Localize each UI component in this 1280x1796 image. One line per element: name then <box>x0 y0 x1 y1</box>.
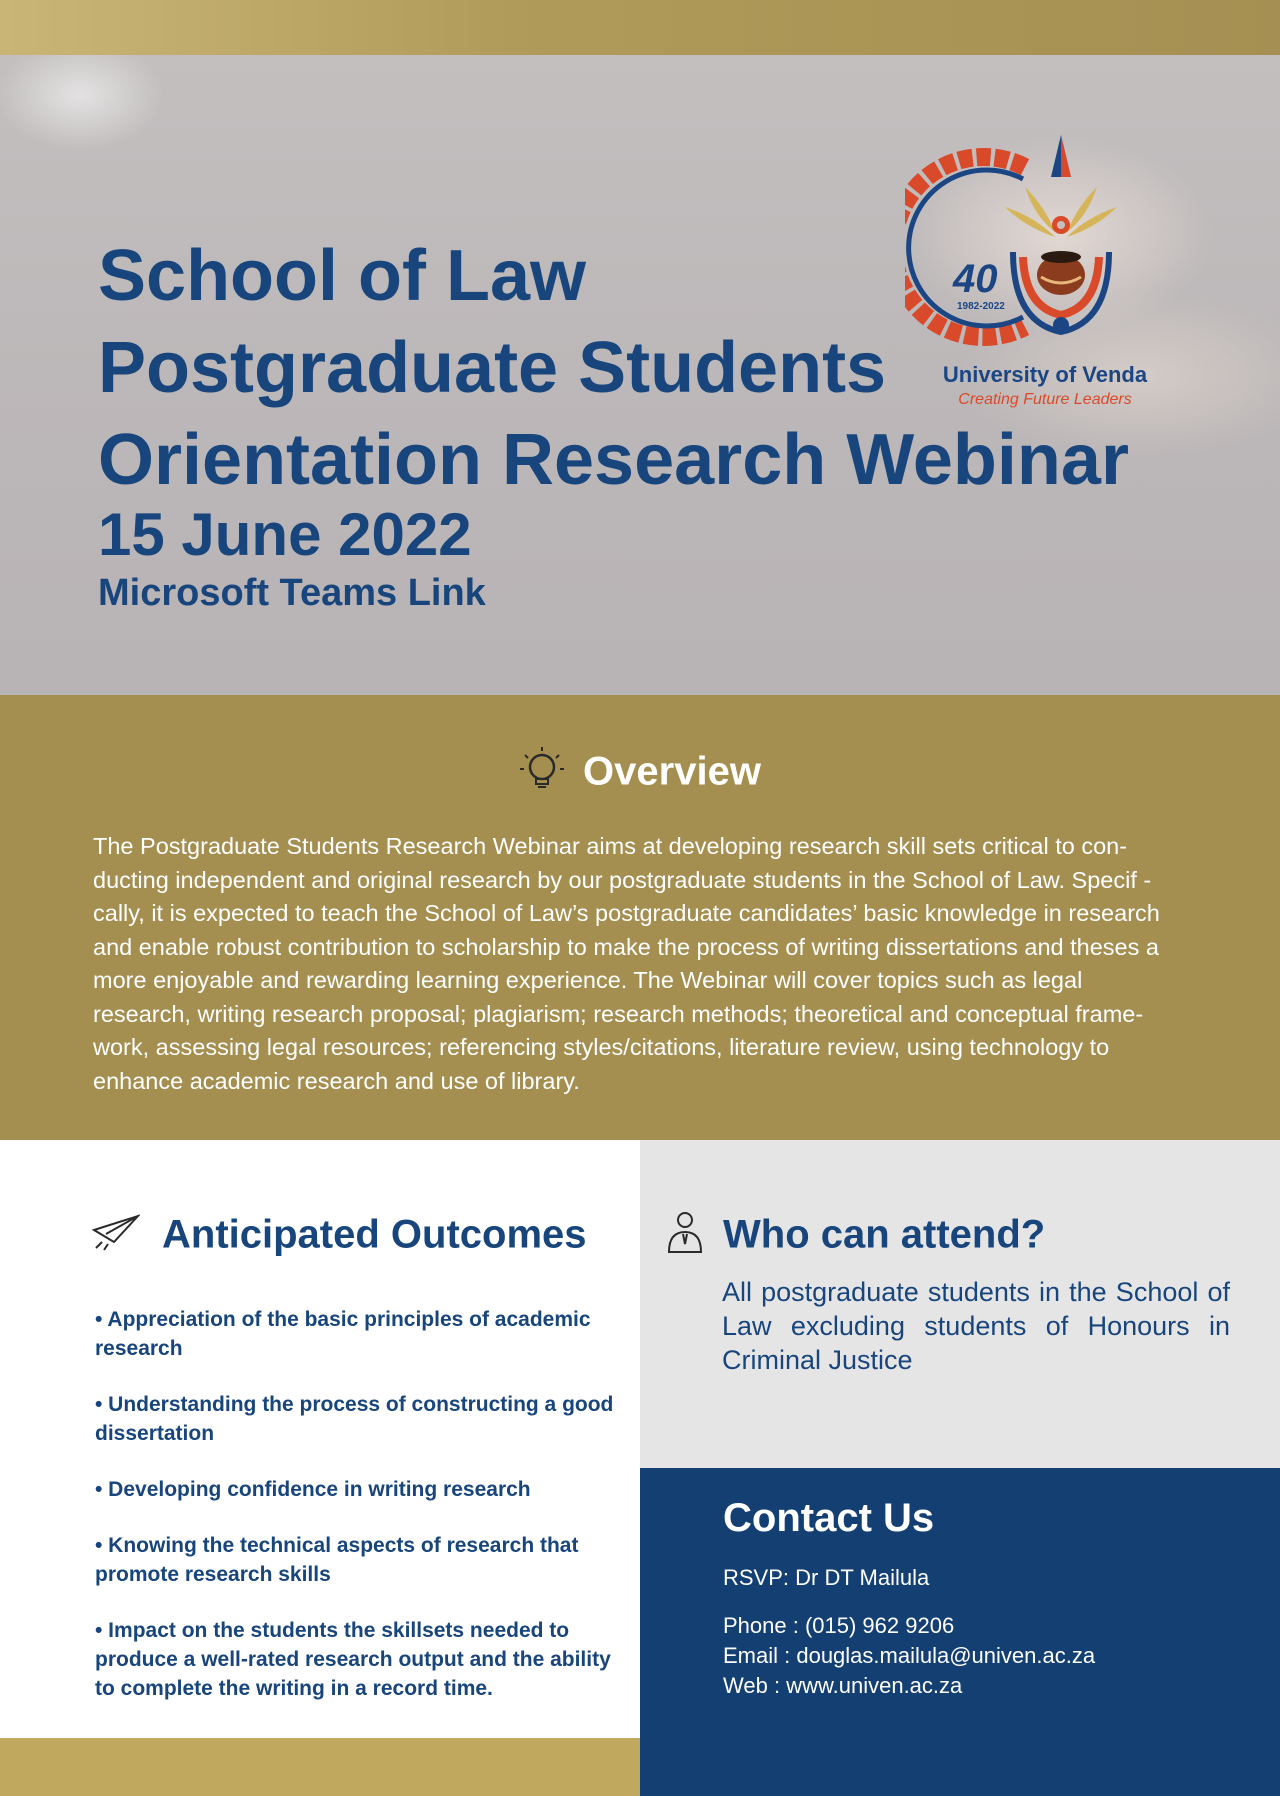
outcomes-section <box>0 1140 640 1738</box>
university-emblem-icon <box>905 127 1185 357</box>
university-name: University of Venda <box>942 362 1148 387</box>
university-tagline: Creating Future Leaders <box>958 391 1132 408</box>
top-gold-band <box>0 0 1280 55</box>
person-icon <box>665 1210 705 1264</box>
overview-heading: Overview <box>583 749 761 794</box>
outcome-item: • Appreciation of the basic principles of academic research <box>95 1308 591 1360</box>
university-logo <box>905 127 1185 427</box>
bottom-gold-band <box>0 1738 640 1796</box>
contact-rsvp: RSVP: Dr DT Mailula <box>723 1565 930 1590</box>
outcomes-list <box>95 1305 625 1730</box>
overview-text: The Postgraduate Students Research Webinar aims at developing research skill sets critical to con-ducting independent and original research by our postgraduate students in the School of Law. Specif -cally, it is expected to teach the School of Law’s postgraduate candidates’ basic knowledge in research and enable robust contribution to scholarship to make the process of writing dissertations and theses a more enjoyable and rewarding learning experience. The Webinar will cover topics such as legal research, writing research proposal; plagiarism; research methods; theoretical and conceptual frame-work, assessing legal resources; referencing styles/citations, literature review, using technology to enhance academic research and use of library. <box>93 833 1160 1094</box>
contact-details <box>723 1611 1095 1701</box>
teams-link[interactable]: Microsoft Teams Link <box>98 572 486 614</box>
contact-section <box>640 1468 1280 1796</box>
title-line-1: School of Law <box>98 236 587 316</box>
outcome-item: • Developing confidence in writing research <box>95 1478 531 1501</box>
event-date: 15 June 2022 <box>98 501 472 568</box>
anniversary-number: 40 <box>953 257 998 301</box>
hero-banner <box>0 55 1280 695</box>
contact-heading: Contact Us <box>723 1496 935 1540</box>
title-line-2: Postgraduate Students <box>98 328 887 408</box>
outcome-item: • Understanding the process of constructing a good dissertation <box>95 1393 614 1445</box>
outcomes-heading: Anticipated Outcomes <box>162 1212 587 1257</box>
anniversary-years: 1982-2022 <box>957 301 1005 312</box>
attend-heading-row <box>665 1210 1045 1264</box>
attend-heading: Who can attend? <box>723 1212 1046 1257</box>
outcomes-heading-row <box>92 1212 587 1262</box>
overview-section <box>0 695 1280 1140</box>
contact-phone[interactable]: Phone : (015) 962 9206 <box>723 1613 955 1638</box>
contact-email[interactable]: Email : douglas.mailula@univen.ac.za <box>723 1643 1096 1668</box>
contact-web[interactable]: Web : www.univen.ac.za <box>723 1673 963 1698</box>
lightbulb-icon <box>519 745 565 803</box>
paper-plane-icon <box>92 1212 140 1262</box>
outcome-item: • Impact on the students the skillsets needed to produce a well-rated research output and the ability to complete the writing in a record time. <box>95 1619 611 1700</box>
overview-heading-row <box>0 745 1280 803</box>
outcome-item: • Knowing the technical aspects of research that promote research skills <box>95 1534 579 1586</box>
attend-section <box>640 1140 1280 1468</box>
attend-text: All postgraduate students in the School of Law excluding students of Honours in Criminal Justice <box>722 1277 1230 1375</box>
title-line-3: Orientation Research Webinar <box>98 420 1129 500</box>
